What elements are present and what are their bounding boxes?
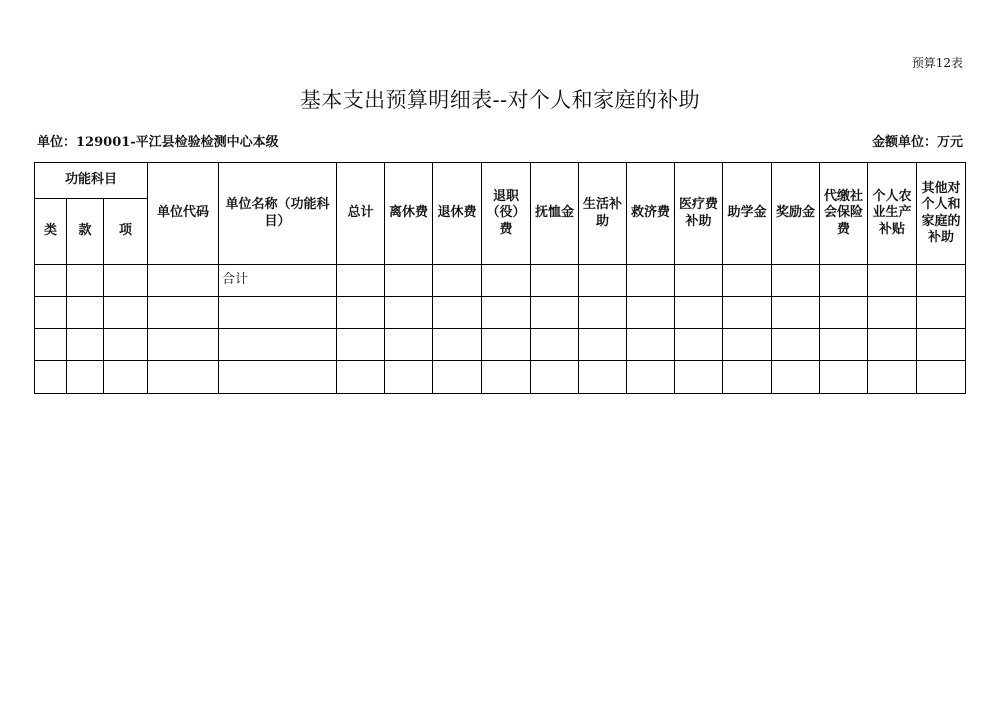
cell-medical-subsidy (675, 265, 723, 297)
cell-category (35, 265, 67, 297)
header-social-insurance (820, 163, 868, 265)
cell-unit-code (148, 265, 219, 297)
cell-resignation (482, 329, 531, 361)
cell-unit-code (148, 361, 219, 394)
cell-relief (627, 297, 675, 329)
cell-unit-code (148, 297, 219, 329)
cell-agri-subsidy (868, 329, 917, 361)
cell-total (337, 329, 385, 361)
cell-retirement-cadre (385, 361, 433, 394)
cell-agri-subsidy (868, 361, 917, 394)
cell-student-aid (723, 329, 772, 361)
header-category: 类 (35, 199, 67, 265)
page-title: 基本支出预算明细表--对个人和家庭的补助 (299, 88, 701, 112)
amount-unit-value: 万元 (936, 135, 963, 150)
header-label: 离休费 (388, 205, 428, 221)
budget-table (34, 162, 966, 394)
form-number: 预算12表 (911, 56, 963, 70)
cell-total (337, 265, 385, 297)
cell-unit-name (219, 297, 337, 329)
header-label: 个人农业生产补贴 (872, 188, 912, 237)
header-relief (627, 163, 675, 265)
cell-relief (627, 265, 675, 297)
header-living-subsidy (579, 163, 627, 265)
cell-resignation (482, 265, 531, 297)
cell-living-subsidy (579, 329, 627, 361)
unit-label: 单位： (37, 135, 77, 150)
cell-agri-subsidy (868, 297, 917, 329)
amount-unit-info (872, 135, 963, 151)
cell-section (67, 297, 104, 329)
header-label: 总计 (347, 205, 374, 221)
cell-other-subsidy (917, 297, 966, 329)
cell-retirement (433, 329, 482, 361)
header-retirement (433, 163, 482, 265)
table-body (35, 265, 966, 394)
header-label: 代缴社会保险费 (823, 188, 863, 237)
cell-item (104, 297, 148, 329)
table-row (35, 265, 966, 297)
cell-student-aid (723, 361, 772, 394)
table-row (35, 297, 966, 329)
header-retirement-cadre (385, 163, 433, 265)
header-unit-code (148, 163, 219, 265)
header-label: 功能科目 (64, 172, 117, 188)
header-row-1 (35, 163, 966, 199)
cell-retirement (433, 297, 482, 329)
cell-social-insurance (820, 361, 868, 394)
header-functional-subject (35, 163, 148, 199)
header-bonus (772, 163, 820, 265)
header-label: 单位名称（功能科目） (225, 197, 330, 229)
cell-living-subsidy (579, 361, 627, 394)
cell-other-subsidy (917, 265, 966, 297)
table-row (35, 361, 966, 394)
header-item: 项 (104, 199, 148, 265)
cell-retirement (433, 361, 482, 394)
cell-living-subsidy (579, 265, 627, 297)
cell-other-subsidy (917, 361, 966, 394)
cell-category (35, 329, 67, 361)
header-label: 其他对个人和家庭的补助 (921, 180, 961, 245)
cell-relief (627, 329, 675, 361)
cell-unit-name (219, 329, 337, 361)
header-label: 助学金 (727, 205, 767, 221)
cell-retirement-cadre (385, 265, 433, 297)
cell-section (67, 361, 104, 394)
header-label: 救济费 (630, 205, 670, 221)
cell-item (104, 265, 148, 297)
table-header (35, 163, 966, 265)
cell-total (337, 297, 385, 329)
header-section: 款 (67, 199, 104, 265)
cell-item (104, 329, 148, 361)
cell-social-insurance (820, 297, 868, 329)
cell-unit-name: 合计 (219, 265, 337, 297)
cell-category (35, 361, 67, 394)
cell-retirement (433, 265, 482, 297)
cell-relief (627, 361, 675, 394)
cell-category (35, 297, 67, 329)
header-label: 单位代码 (156, 205, 209, 221)
header-student-aid (723, 163, 772, 265)
unit-value: 129001-平江县检验检测中心本级 (76, 135, 279, 150)
header-label: 抚恤金 (534, 205, 574, 221)
cell-unit-code (148, 329, 219, 361)
cell-social-insurance (820, 265, 868, 297)
cell-section (67, 329, 104, 361)
cell-bonus (772, 361, 820, 394)
header-unit-name (219, 163, 337, 265)
header-label: 退休费 (437, 205, 477, 221)
cell-resignation (482, 361, 531, 394)
cell-pension (531, 361, 579, 394)
cell-section (67, 265, 104, 297)
cell-pension (531, 329, 579, 361)
cell-bonus (772, 265, 820, 297)
cell-retirement-cadre (385, 329, 433, 361)
header-medical-subsidy (675, 163, 723, 265)
cell-living-subsidy (579, 297, 627, 329)
header-label: 退职（役）费 (486, 188, 526, 237)
cell-medical-subsidy (675, 329, 723, 361)
cell-other-subsidy (917, 329, 966, 361)
cell-student-aid (723, 297, 772, 329)
cell-pension (531, 265, 579, 297)
cell-bonus (772, 329, 820, 361)
unit-info (37, 135, 279, 151)
cell-item (104, 361, 148, 394)
table-row (35, 329, 966, 361)
header-pension (531, 163, 579, 265)
cell-social-insurance (820, 329, 868, 361)
header-total (337, 163, 385, 265)
cell-agri-subsidy (868, 265, 917, 297)
cell-unit-name (219, 361, 337, 394)
cell-total (337, 361, 385, 394)
cell-pension (531, 297, 579, 329)
cell-student-aid (723, 265, 772, 297)
cell-medical-subsidy (675, 361, 723, 394)
header-other-subsidy (917, 163, 966, 265)
header-label: 生活补助 (582, 197, 622, 229)
amount-unit-label: 金额单位： (871, 135, 937, 150)
header-label: 医疗费补助 (678, 197, 718, 229)
cell-bonus (772, 297, 820, 329)
cell-retirement-cadre (385, 297, 433, 329)
header-resignation (482, 163, 531, 265)
header-label: 奖励金 (775, 205, 815, 221)
cell-medical-subsidy (675, 297, 723, 329)
header-agri-subsidy (868, 163, 917, 265)
cell-resignation (482, 297, 531, 329)
